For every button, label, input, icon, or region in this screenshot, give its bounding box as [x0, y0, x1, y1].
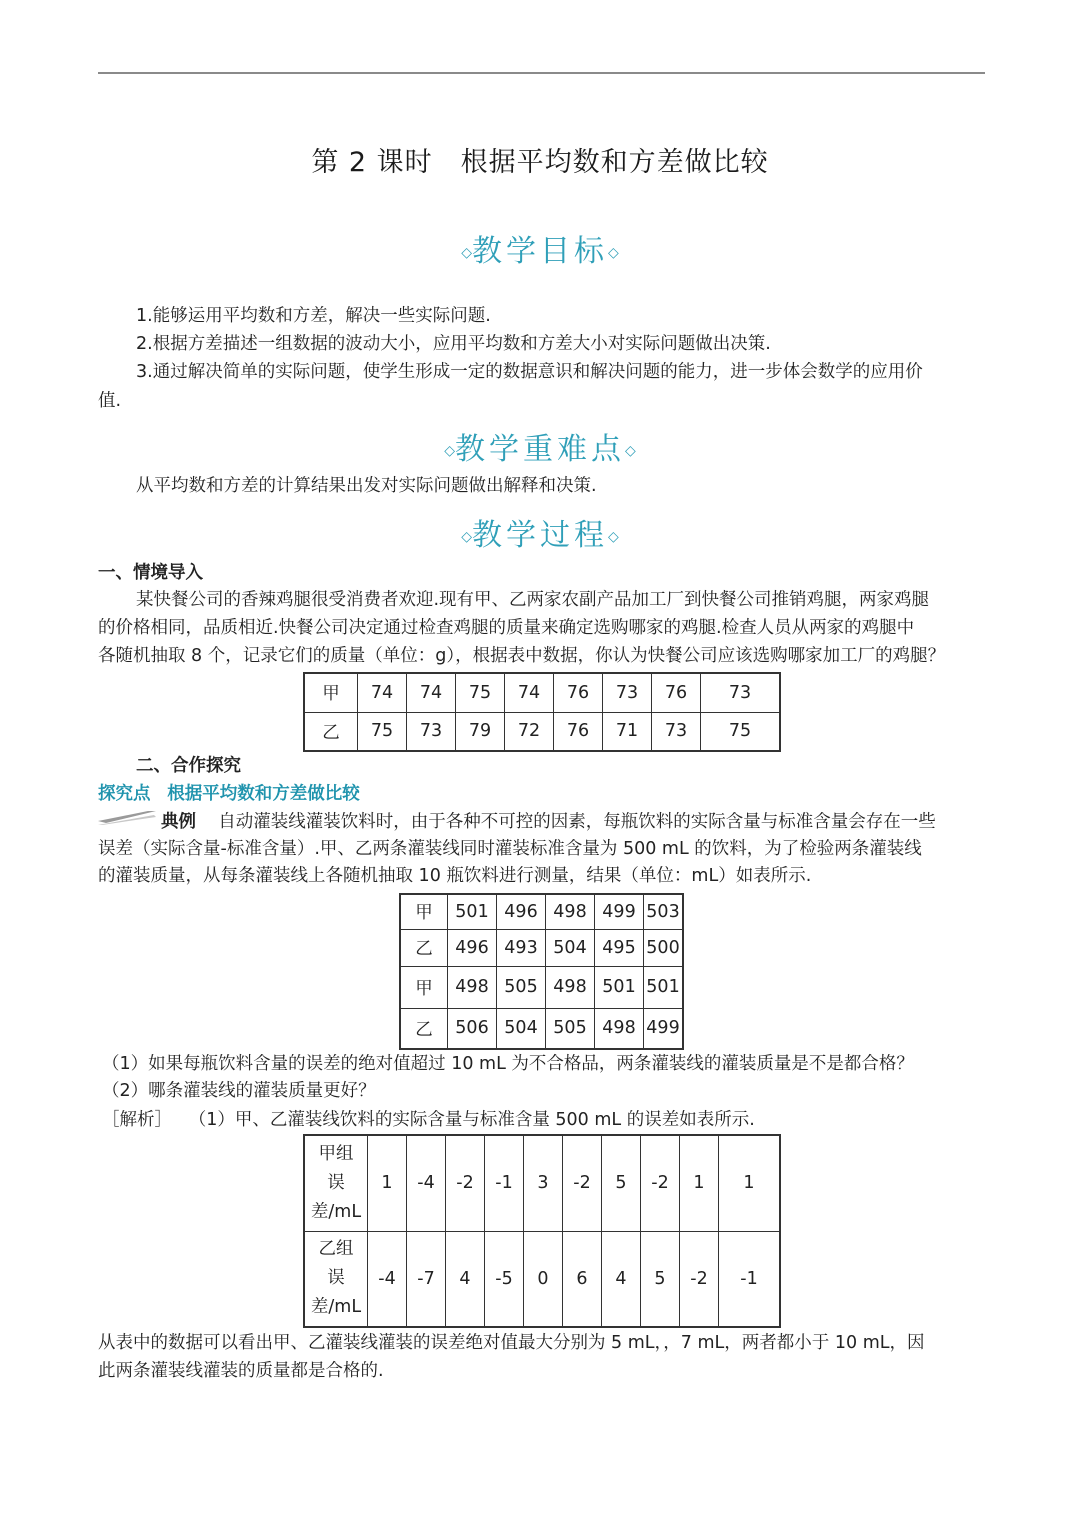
table-cell: -1 [719, 1231, 781, 1327]
intro-heading: 一、情境导入 [98, 563, 203, 583]
example-line: 典例 自动灌装线灌装饮料时，由于各种不可控的因素，每瓶饮料的实际含量与标准含量会存在一些 [161, 812, 936, 832]
table-cell: 498 [546, 894, 595, 929]
diamond-left-icon: ◇ [444, 443, 455, 459]
table-cell: 1 [368, 1135, 407, 1231]
conclusion-line: 从表中的数据可以看出甲、乙灌装线灌装的误差绝对值最大分别为 5 mL，，7 mL，两者都小于 10 mL，因 [98, 1333, 925, 1353]
table-cell: 499 [595, 894, 644, 929]
error-table [303, 1134, 781, 1328]
question-2: （2）哪条灌装线的灌装质量更好？ [102, 1081, 376, 1101]
goal-item: 2.根据方差描述一组数据的波动大小，应用平均数和方差大小对实际问题做出决策. [136, 334, 771, 354]
table-cell: -4 [407, 1135, 446, 1231]
table-cell: 1 [680, 1135, 719, 1231]
table-cell: 73 [407, 712, 456, 751]
table-cell: 74 [505, 673, 554, 712]
table-cell: 甲 [304, 673, 358, 712]
table-cell: 506 [448, 1008, 497, 1049]
table-cell: -1 [485, 1135, 524, 1231]
table-cell: 72 [505, 712, 554, 751]
diamond-left-icon: ◇ [461, 245, 472, 261]
table-cell: 0 [524, 1231, 563, 1327]
intro-line: 某快餐公司的香辣鸡腿很受消费者欢迎.现有甲、乙两家农副产品加工厂到快餐公司推销鸡腿，两家鸡腿 [136, 590, 930, 610]
table-cell: -2 [446, 1135, 485, 1231]
table-cell: 74 [407, 673, 456, 712]
table-cell: -2 [641, 1135, 680, 1231]
table-cell: 75 [456, 673, 505, 712]
table-cell: 1 [719, 1135, 781, 1231]
diamond-left-icon: ◇ [461, 529, 472, 545]
analysis-label: ［解析］ [102, 1110, 172, 1130]
table-cell: 76 [652, 673, 701, 712]
table-cell: 79 [456, 712, 505, 751]
diamond-right-icon: ◇ [608, 245, 619, 261]
table-cell: 493 [497, 929, 546, 966]
row-label: 甲组 误 差/mL [304, 1135, 368, 1231]
table-cell: 503 [644, 894, 684, 929]
example-label: 典例 [161, 812, 196, 832]
page-title: 第 2 课时 根据平均数和方差做比较 [311, 147, 769, 178]
table-cell: -2 [680, 1231, 719, 1327]
table-cell: 500 [644, 929, 684, 966]
table-cell: 76 [554, 673, 603, 712]
table-cell: 498 [448, 966, 497, 1008]
analysis-text: （1）甲、乙灌装线饮料的实际含量与标准含量 500 mL 的误差如表所示. [188, 1110, 755, 1130]
table-cell: 496 [448, 929, 497, 966]
key-point-text: 从平均数和方差的计算结果出发对实际问题做出解释和决策. [136, 476, 597, 496]
table-cell: 501 [595, 966, 644, 1008]
section-heading-process: ◇教学过程◇ [461, 518, 619, 553]
section-heading-goals: ◇教学目标◇ [461, 234, 619, 269]
table-cell: 3 [524, 1135, 563, 1231]
diamond-right-icon: ◇ [625, 443, 636, 459]
goal-item: 3.通过解决简单的实际问题，使学生形成一定的数据意识和解决问题的能力，进一步体会数学的应用价 [136, 362, 923, 382]
header-rule [98, 72, 985, 74]
table-cell: 5 [641, 1231, 680, 1327]
conclusion-line: 此两条灌装线灌装的质量都是合格的. [98, 1361, 384, 1381]
filling-content-table [399, 893, 684, 1050]
explore-point [98, 780, 360, 808]
section-heading-key-points: ◇教学重难点◇ [444, 432, 636, 467]
table-cell: 乙 [400, 1008, 448, 1049]
analysis-line [102, 1106, 755, 1134]
table-cell: 504 [497, 1008, 546, 1049]
table-cell: 73 [652, 712, 701, 751]
table-cell: 496 [497, 894, 546, 929]
table-cell: 501 [644, 966, 684, 1008]
example-line: 误差（实际含量-标准含量）.甲、乙两条灌装线同时灌装标准含量为 500 mL 的饮料，为了检验两条灌装线 [98, 839, 922, 859]
table-cell: -2 [563, 1135, 602, 1231]
table-cell: 乙 [400, 929, 448, 966]
table-cell: 504 [546, 929, 595, 966]
row-label: 乙组 误 差/mL [304, 1231, 368, 1327]
table-cell: 505 [546, 1008, 595, 1049]
table-cell: 4 [602, 1231, 641, 1327]
table-cell: 甲 [400, 894, 448, 929]
table-cell: 498 [546, 966, 595, 1008]
table-cell: 71 [603, 712, 652, 751]
diamond-right-icon: ◇ [608, 529, 619, 545]
table-cell: 505 [497, 966, 546, 1008]
table-cell: 73 [701, 673, 781, 712]
table-cell: 甲 [400, 966, 448, 1008]
table-cell: 74 [358, 673, 407, 712]
table-cell: -4 [368, 1231, 407, 1327]
table-cell: 4 [446, 1231, 485, 1327]
intro-line: 的价格相同，品质相近.快餐公司决定通过检查鸡腿的质量来确定选购哪家的鸡腿.检查人员从两家的鸡腿中 [98, 618, 915, 638]
goal-item-cont: 值. [98, 391, 122, 411]
chicken-weight-table [303, 672, 781, 752]
table-cell: 495 [595, 929, 644, 966]
goal-item: 1.能够运用平均数和方差，解决一些实际问题. [136, 306, 491, 326]
table-cell: 76 [554, 712, 603, 751]
table-cell: 6 [563, 1231, 602, 1327]
table-cell: 5 [602, 1135, 641, 1231]
table-cell: 501 [448, 894, 497, 929]
explore-point-title: 根据平均数和方差做比较 [167, 784, 360, 804]
example-banner-icon [98, 809, 156, 825]
intro-line: 各随机抽取 8 个，记录它们的质量（单位：g），根据表中数据，你认为快餐公司应该选购哪家加工厂的鸡腿？ [98, 646, 946, 666]
table-cell: -7 [407, 1231, 446, 1327]
explore-heading: 二、合作探究 [136, 756, 241, 776]
explore-point-label: 探究点 [98, 784, 151, 804]
table-cell: -5 [485, 1231, 524, 1327]
question-1: （1）如果每瓶饮料含量的误差的绝对值超过 10 mL 为不合格品，两条灌装线的灌装质量是不是都合格？ [102, 1054, 914, 1074]
table-cell: 75 [701, 712, 781, 751]
table-cell: 73 [603, 673, 652, 712]
table-cell: 498 [595, 1008, 644, 1049]
example-line: 的灌装质量，从每条灌装线上各随机抽取 10 瓶饮料进行测量，结果（单位：mL）如表所示. [98, 866, 812, 886]
table-cell: 499 [644, 1008, 684, 1049]
table-cell: 75 [358, 712, 407, 751]
table-cell: 乙 [304, 712, 358, 751]
